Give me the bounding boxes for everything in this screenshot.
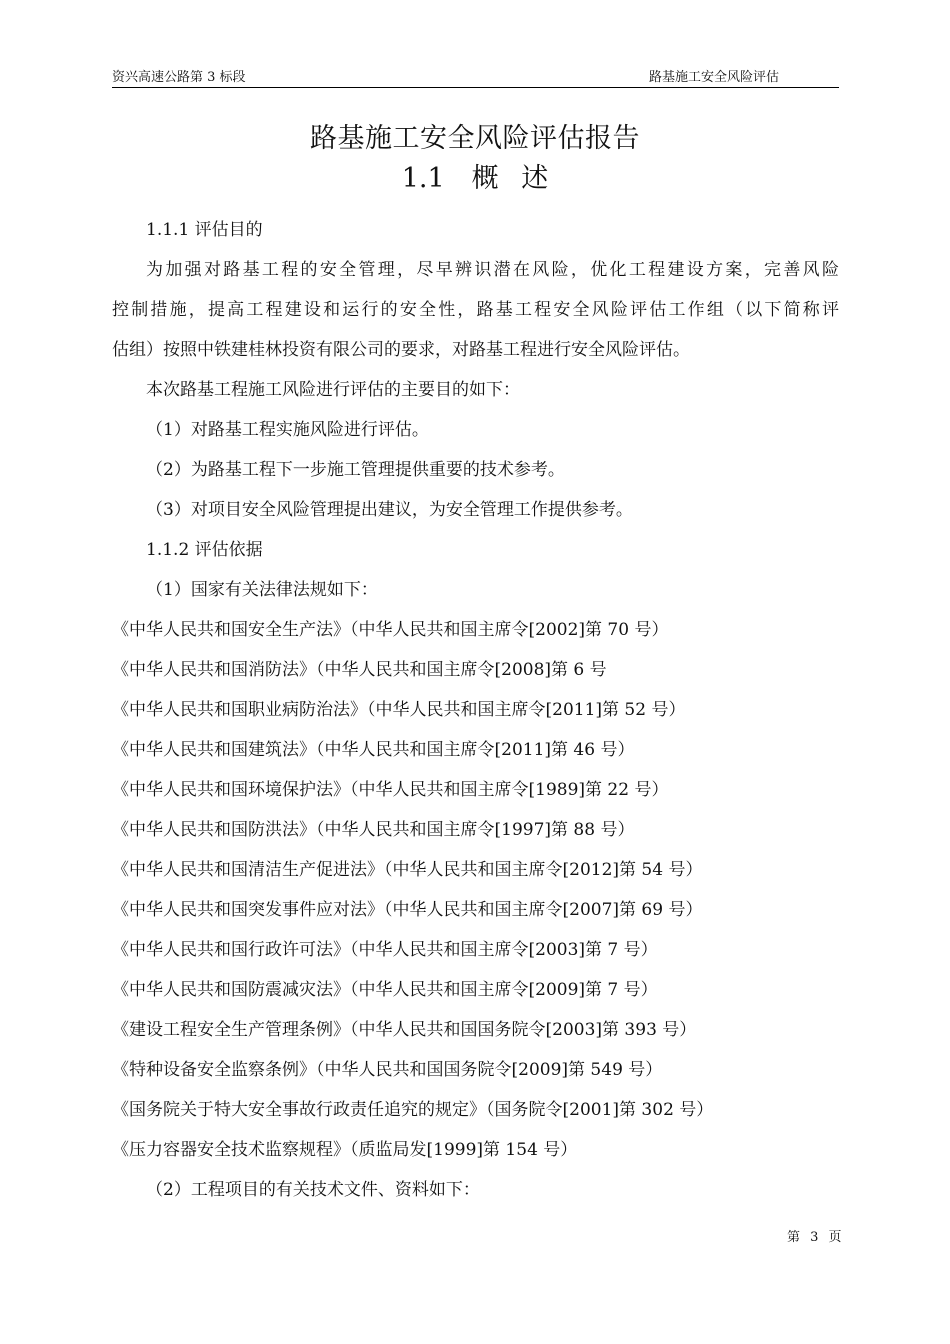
text-line: （1）对路基工程实施风险进行评估。	[146, 420, 429, 440]
section-heading: 1.1 概 述	[401, 163, 549, 194]
text-line: 1.1.2 评估依据	[146, 540, 263, 560]
header-right-text: 路基施工安全风险评估	[648, 70, 779, 85]
text-line: 《中华人民共和国职业病防治法》（中华人民共和国主席令[2011]第 52 号）	[112, 700, 686, 720]
text-line: 《中华人民共和国防震减灾法》（中华人民共和国主席令[2009]第 7 号）	[112, 980, 658, 1000]
text-line: （1）国家有关法律法规如下：	[146, 580, 378, 600]
text-line: 《中华人民共和国行政许可法》（中华人民共和国主席令[2003]第 7 号）	[112, 940, 658, 960]
text-line: 《国务院关于特大安全事故行政责任追究的规定》（国务院令[2001]第 302 号）	[112, 1100, 714, 1120]
text-line: 《中华人民共和国清洁生产促进法》（中华人民共和国主席令[2012]第 54 号）	[112, 860, 703, 880]
text-line: （2）为路基工程下一步施工管理提供重要的技术参考。	[146, 460, 565, 480]
text-line: 《中华人民共和国消防法》（中华人民共和国主席令[2008]第 6 号	[112, 660, 607, 680]
header-left-text: 资兴高速公路第 3 标段	[112, 70, 246, 85]
text-line: （3）对项目安全风险管理提出建议，为安全管理工作提供参考。	[146, 500, 633, 520]
text-line: 《建设工程安全生产管理条例》（中华人民共和国国务院令[2003]第 393 号）	[112, 1020, 697, 1040]
text-line: 《中华人民共和国安全生产法》（中华人民共和国主席令[2002]第 70 号）	[112, 620, 669, 640]
text-line: 本次路基工程施工风险进行评估的主要目的如下：	[146, 380, 520, 400]
page-number: 第 3 页	[787, 1230, 842, 1245]
text-line: 《特种设备安全监察条例》（中华人民共和国国务院令[2009]第 549 号）	[112, 1060, 663, 1080]
text-line: 《中华人民共和国环境保护法》（中华人民共和国主席令[1989]第 22 号）	[112, 780, 669, 800]
text-line: 控制措施，提高工程建设和运行的安全性，路基工程安全风险评估工作组（以下简称评	[112, 300, 839, 320]
text-line: （2）工程项目的有关技术文件、资料如下：	[146, 1180, 480, 1200]
text-line: 估组）按照中铁建桂林投资有限公司的要求，对路基工程进行安全风险评估。	[112, 340, 690, 360]
header-divider	[112, 87, 839, 88]
text-line: 《中华人民共和国建筑法》（中华人民共和国主席令[2011]第 46 号）	[112, 740, 635, 760]
text-line: 《压力容器安全技术监察规程》（质监局发[1999]第 154 号）	[112, 1140, 578, 1160]
text-line: 《中华人民共和国突发事件应对法》（中华人民共和国主席令[2007]第 69 号）	[112, 900, 703, 920]
text-line: 《中华人民共和国防洪法》（中华人民共和国主席令[1997]第 88 号）	[112, 820, 635, 840]
text-line: 1.1.1 评估目的	[146, 220, 263, 240]
document-body	[112, 216, 839, 1216]
document-title: 路基施工安全风险评估报告	[310, 123, 640, 154]
text-line: 为加强对路基工程的安全管理，尽早辨识潜在风险，优化工程建设方案，完善风险	[146, 260, 839, 280]
